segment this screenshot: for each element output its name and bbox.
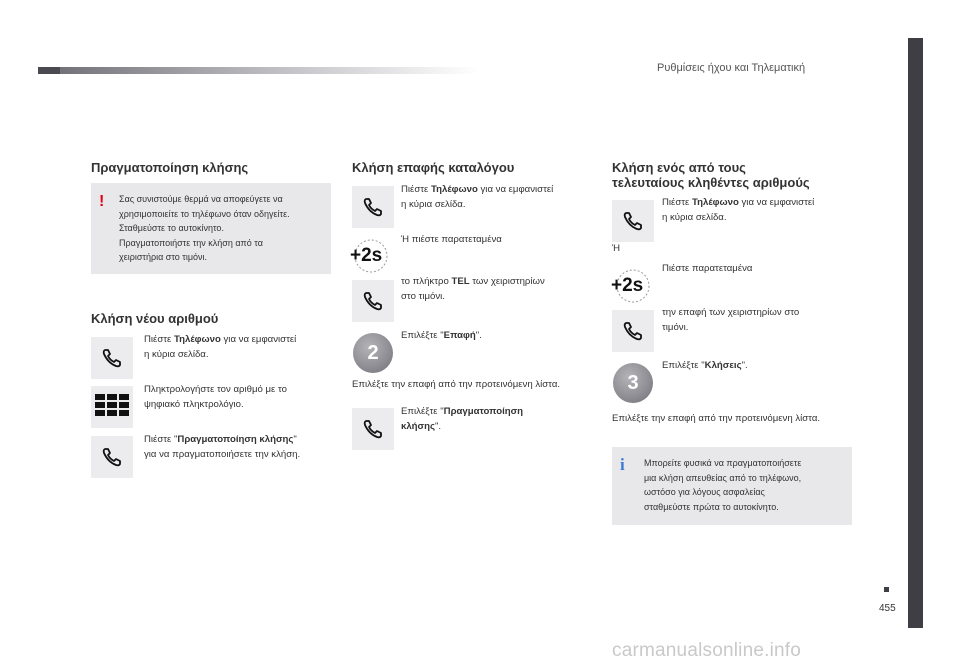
step-text-long-press: Πιέστε παρατεταμένα — [662, 263, 753, 274]
text-bold: Τηλέφωνο — [431, 184, 478, 195]
text-bold: κλήσης — [401, 420, 435, 432]
step-text — [144, 333, 296, 362]
select-contact-text: Επιλέξτε την επαφή από την προτεινόμενη λίστα. — [612, 413, 821, 424]
step-number-badge: 2 — [353, 333, 393, 373]
text-pre: Πιέστε — [662, 197, 692, 208]
text-pre: Επιλέξτε " — [662, 360, 705, 371]
header-bar-accent — [38, 67, 60, 74]
text-line1: την επαφή των χειριστηρίων στο — [662, 307, 800, 318]
text-post: ". — [741, 360, 748, 371]
watermark: carmanualsonline.info — [612, 640, 802, 661]
text-line2: στο τιμόνι. — [401, 290, 445, 302]
text-post: ". — [475, 330, 482, 341]
text-post: για να εμφανιστεί — [220, 334, 297, 345]
text-post: για να εμφανιστεί — [477, 184, 554, 195]
step-text — [144, 383, 287, 412]
text-line2: η κύρια σελίδα. — [144, 348, 209, 360]
text-pre: το πλήκτρο — [401, 276, 452, 287]
step-text — [401, 183, 553, 212]
page-number: 455 — [879, 603, 896, 614]
info-line: μια κλήση απευθείας από το τηλέφωνο, — [644, 472, 802, 483]
header-gradient-bar — [38, 67, 478, 74]
text-pre: Πιέστε — [401, 184, 431, 195]
exclamation-icon: ! — [99, 193, 105, 210]
step-text — [662, 196, 814, 225]
text-pre: Πιέστε " — [144, 434, 178, 445]
info-line: Μπορείτε φυσικά να πραγματοποιήσετε — [644, 458, 802, 468]
warning-box — [91, 183, 331, 274]
step-text — [144, 433, 300, 462]
page-number-marker — [884, 587, 889, 592]
warning-line: χρησιμοποιείτε το τηλέφωνο όταν οδηγείτε. — [119, 208, 290, 219]
text-bold: TEL — [451, 276, 470, 287]
text-line2: η κύρια σελίδα. — [401, 198, 466, 210]
warning-line: Πραγματοποιήστε την κλήση από τα — [119, 237, 263, 248]
warning-line: Σταθμεύστε το αυτοκίνητο. — [119, 223, 224, 233]
text-line2: τιμόνι. — [662, 321, 689, 333]
text-bold: Κλήσεις — [704, 360, 742, 371]
text-bold: Πραγματοποίηση κλήσης — [177, 434, 294, 445]
text-bold: Πραγματοποίηση — [443, 406, 524, 417]
phone-icon — [91, 337, 133, 379]
text-line2: ψηφιακό πληκτρολόγιο. — [144, 398, 244, 410]
warning-text — [119, 192, 290, 265]
section-heading-contact-call: Κλήση επαφής καταλόγου — [352, 160, 515, 175]
step-text — [662, 359, 748, 374]
text-bold: Τηλέφωνο — [692, 197, 739, 208]
phone-icon — [612, 310, 654, 352]
long-press-label: +2s — [350, 245, 383, 266]
phone-icon — [91, 436, 133, 478]
page-header-title: Ρυθμίσεις ήχου και Τηλεματική — [657, 62, 806, 74]
page-side-strip — [908, 38, 923, 628]
step-text — [401, 405, 523, 434]
text-pre: Επιλέξτε " — [401, 406, 444, 417]
text-line1: Πληκτρολογήστε τον αριθμό με το — [144, 384, 287, 395]
phone-icon — [352, 408, 394, 450]
phone-icon — [352, 186, 394, 228]
info-line: ωστόσο για λόγους ασφαλείας — [644, 487, 765, 497]
info-text — [644, 456, 801, 514]
step-text-long-press: Ή πιέστε παρατεταμένα — [401, 234, 502, 245]
info-line: σταθμεύστε πρώτα το αυτοκίνητο. — [644, 501, 779, 512]
text-post: για να εμφανιστεί — [738, 197, 815, 208]
warning-line: Σας συνιστούμε θερμά να αποφεύγετε να — [119, 194, 283, 204]
long-press-label: +2s — [611, 275, 644, 296]
text-post: ". — [434, 420, 442, 432]
text-post: των χειριστηρίων — [469, 276, 545, 287]
section-heading-make-call: Πραγματοποίηση κλήσης — [91, 160, 249, 175]
section-heading-recent-calls — [612, 160, 810, 190]
step-text — [401, 275, 545, 304]
step-text — [401, 329, 482, 344]
step-text — [662, 306, 799, 335]
phone-icon — [352, 280, 394, 322]
step-number-badge: 3 — [613, 363, 653, 403]
text-line2: η κύρια σελίδα. — [662, 211, 727, 223]
text-post: " — [293, 434, 297, 445]
section-heading-new-number: Κλήση νέου αριθμού — [91, 311, 219, 326]
info-box — [612, 447, 852, 525]
keypad-icon — [91, 386, 133, 428]
or-text: Ή — [612, 243, 621, 254]
text-line2: για να πραγματοποιήσετε την κλήση. — [144, 448, 301, 460]
text-bold: Επαφή — [443, 330, 476, 341]
heading-line: Κλήση ενός από τους — [612, 160, 746, 175]
select-contact-text: Επιλέξτε την επαφή από την προτεινόμενη λίστα. — [352, 379, 561, 390]
heading-line: τελευταίους κληθέντες αριθμούς — [612, 175, 810, 190]
info-icon: i — [620, 455, 625, 474]
text-bold: Τηλέφωνο — [174, 334, 221, 345]
text-pre: Πιέστε — [144, 334, 174, 345]
warning-line: χειριστήρια στο τιμόνι. — [119, 252, 208, 262]
text-pre: Επιλέξτε " — [401, 330, 444, 341]
phone-icon — [612, 200, 654, 242]
